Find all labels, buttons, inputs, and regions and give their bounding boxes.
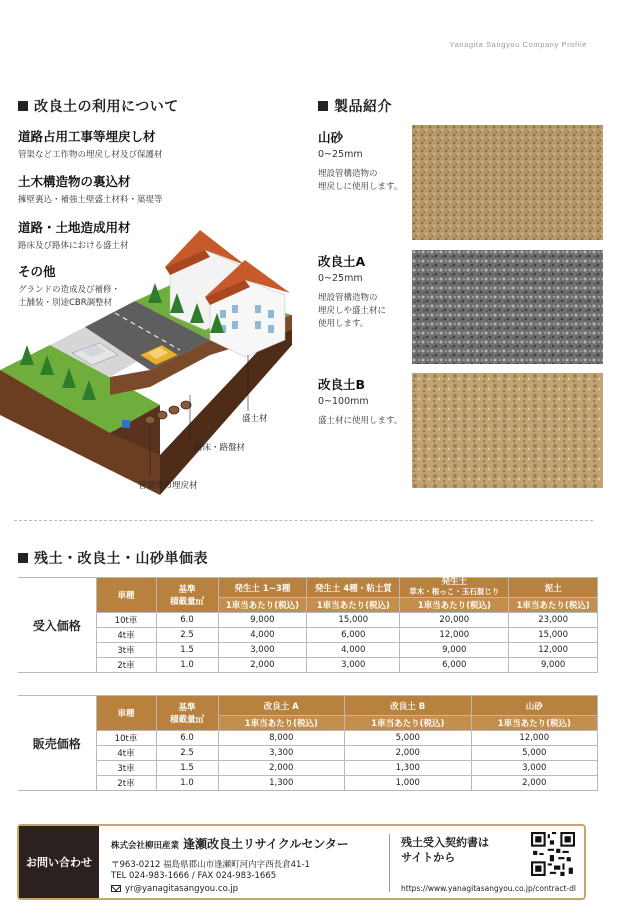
contract-text: 残土受入契約書は サイトから xyxy=(401,836,489,864)
col-header: 改良土 B xyxy=(345,696,472,716)
cell: 12,000 xyxy=(471,731,598,746)
company-name: 株式会社柳田産業 逢瀬改良土リサイクルセンター xyxy=(111,837,349,851)
table-row xyxy=(18,776,598,791)
sale-price-table xyxy=(18,695,598,791)
product-name: 改良土B xyxy=(318,377,366,392)
product-image-yamazuna xyxy=(412,125,603,240)
table-row xyxy=(18,643,598,658)
product-size: 0~25mm xyxy=(318,149,363,160)
col-base-load: 基準 積載量㎥ xyxy=(156,578,218,613)
col-header: 泥土 xyxy=(509,578,598,598)
usage-item-title: 道路・土地造成用材 xyxy=(18,220,131,235)
cell: 2t車 xyxy=(96,658,156,673)
email[interactable]: yr@yanagitasangyou.co.jp xyxy=(111,884,238,894)
col-subheader: 1車当あたり(税込) xyxy=(471,716,598,731)
usage-item-title: 道路占用工事等埋戻し材 xyxy=(18,129,156,144)
square-bullet-icon xyxy=(18,101,28,111)
product-item xyxy=(318,252,386,332)
cell: 5,000 xyxy=(345,731,472,746)
contact-label: お問い合わせ xyxy=(19,826,99,898)
cell: 6,000 xyxy=(307,628,400,643)
cell: 9,000 xyxy=(218,613,307,628)
cell: 3,000 xyxy=(471,761,598,776)
table-row xyxy=(18,761,598,776)
product-desc: 盛土材に使用します。 xyxy=(318,416,403,426)
vertical-divider xyxy=(389,834,390,892)
usage-item-desc: 路床及び路体における盛土材 xyxy=(18,241,129,251)
cell: 10t車 xyxy=(96,613,156,628)
usage-heading: 改良土の利用について xyxy=(18,96,179,116)
cell: 2,000 xyxy=(345,746,472,761)
col-header: 改良土 A xyxy=(218,696,345,716)
product-name: 改良土A xyxy=(318,254,366,269)
usage-item-desc: 擁壁裏込・補強土壁盛土材料・築堤等 xyxy=(18,195,163,205)
cell: 12,000 xyxy=(509,643,598,658)
cell: 2.5 xyxy=(156,628,218,643)
cell: 1.0 xyxy=(156,776,218,791)
col-subheader: 1車当あたり(税込) xyxy=(218,598,307,613)
col-subheader: 1車当あたり(税込) xyxy=(400,598,509,613)
product-image-kairyodo-b xyxy=(412,373,603,488)
contract-url-link[interactable]: https://www.yanagitasangyou.co.jp/contract-dl xyxy=(401,884,576,893)
product-desc: 埋設管構造物の 埋戻しや盛土材に 使用します。 xyxy=(318,293,387,330)
cell: 2,000 xyxy=(218,658,307,673)
col-base-load: 基準 積載量㎥ xyxy=(156,696,218,731)
cell: 1,300 xyxy=(218,776,345,791)
cell: 4t車 xyxy=(96,746,156,761)
cell: 1.5 xyxy=(156,761,218,776)
cell: 3,000 xyxy=(307,658,400,673)
table-row xyxy=(18,731,598,746)
cell: 4,000 xyxy=(218,628,307,643)
cell: 9,000 xyxy=(509,658,598,673)
cell: 12,000 xyxy=(400,628,509,643)
cell: 3t車 xyxy=(96,761,156,776)
table-row xyxy=(18,628,598,643)
usage-item-title: その他 xyxy=(18,264,56,279)
cell: 10t車 xyxy=(96,731,156,746)
cell: 2,000 xyxy=(471,776,598,791)
cell: 6,000 xyxy=(400,658,509,673)
cell: 2,000 xyxy=(218,761,345,776)
col-subheader: 1車当あたり(税込) xyxy=(509,598,598,613)
usage-item xyxy=(18,172,163,207)
section-divider xyxy=(14,520,593,521)
product-item xyxy=(318,375,402,428)
product-image-kairyodo-a xyxy=(412,250,603,364)
product-name: 山砂 xyxy=(318,130,344,145)
col-subheader: 1車当あたり(税込) xyxy=(218,716,345,731)
col-header: 発生土 4種・粘土質 xyxy=(307,578,400,598)
qr-code-icon[interactable] xyxy=(531,832,575,876)
products-heading: 製品紹介 xyxy=(318,96,392,116)
mail-icon xyxy=(111,885,121,892)
price-heading: 残土・改良土・山砂単価表 xyxy=(18,548,208,568)
col-vehicle: 車種 xyxy=(96,696,156,731)
usage-item-desc: グランドの造成及び補修・ 土舗装・別途CBR調整材 xyxy=(18,285,121,308)
cell: 1,300 xyxy=(345,761,472,776)
col-header: 発生土 1~3種 xyxy=(218,578,307,598)
usage-item-desc: 管渠など工作物の埋戻し材及び保護材 xyxy=(18,150,163,160)
cell: 9,000 xyxy=(400,643,509,658)
cell: 1.5 xyxy=(156,643,218,658)
label-fill: 盛土材 xyxy=(242,414,268,424)
cell: 4t車 xyxy=(96,628,156,643)
cell: 3,000 xyxy=(218,643,307,658)
sale-side-label: 販売価格 xyxy=(18,696,96,791)
square-bullet-icon xyxy=(18,553,28,563)
cell: 4,000 xyxy=(307,643,400,658)
label-roadbed: 路床・路盤材 xyxy=(194,443,246,453)
cell: 2.5 xyxy=(156,746,218,761)
usage-item-title: 土木構造物の裏込材 xyxy=(18,174,131,189)
cell: 3,300 xyxy=(218,746,345,761)
cell: 20,000 xyxy=(400,613,509,628)
table-row xyxy=(18,746,598,761)
col-subheader: 1車当あたり(税込) xyxy=(307,598,400,613)
col-header: 発生土 草木・根っこ・玉石混じり xyxy=(400,578,509,598)
brand-text: Yanagita Sangyou Company Profile xyxy=(449,40,587,49)
receive-side-label: 受入価格 xyxy=(18,578,96,673)
receive-price-table xyxy=(18,577,598,673)
label-pipe: 管渠等の埋戻材 xyxy=(138,481,198,491)
address: 〒963-0212 福島県郡山市逢瀬町河内字西長倉41-1 xyxy=(111,860,310,870)
col-header: 山砂 xyxy=(471,696,598,716)
col-subheader: 1車当あたり(税込) xyxy=(345,716,472,731)
product-desc: 埋設管構造物の 埋戻しに使用します。 xyxy=(318,169,403,193)
cell: 23,000 xyxy=(509,613,598,628)
cell: 1.0 xyxy=(156,658,218,673)
cell: 8,000 xyxy=(218,731,345,746)
product-size: 0~100mm xyxy=(318,396,369,407)
contact-box xyxy=(17,824,586,900)
square-bullet-icon xyxy=(318,101,328,111)
table-row xyxy=(18,613,598,628)
product-size: 0~25mm xyxy=(318,273,363,284)
cell: 15,000 xyxy=(509,628,598,643)
product-item xyxy=(318,128,402,194)
col-vehicle: 車種 xyxy=(96,578,156,613)
cell: 2t車 xyxy=(96,776,156,791)
usage-item xyxy=(18,127,163,162)
civil-works-illustration xyxy=(0,205,300,495)
cell: 3t車 xyxy=(96,643,156,658)
cell: 1,000 xyxy=(345,776,472,791)
table-row xyxy=(18,658,598,673)
cell: 6.0 xyxy=(156,613,218,628)
tel-fax: TEL 024-983-1666 / FAX 024-983-1665 xyxy=(111,871,277,881)
cell: 15,000 xyxy=(307,613,400,628)
cell: 5,000 xyxy=(471,746,598,761)
cell: 6.0 xyxy=(156,731,218,746)
